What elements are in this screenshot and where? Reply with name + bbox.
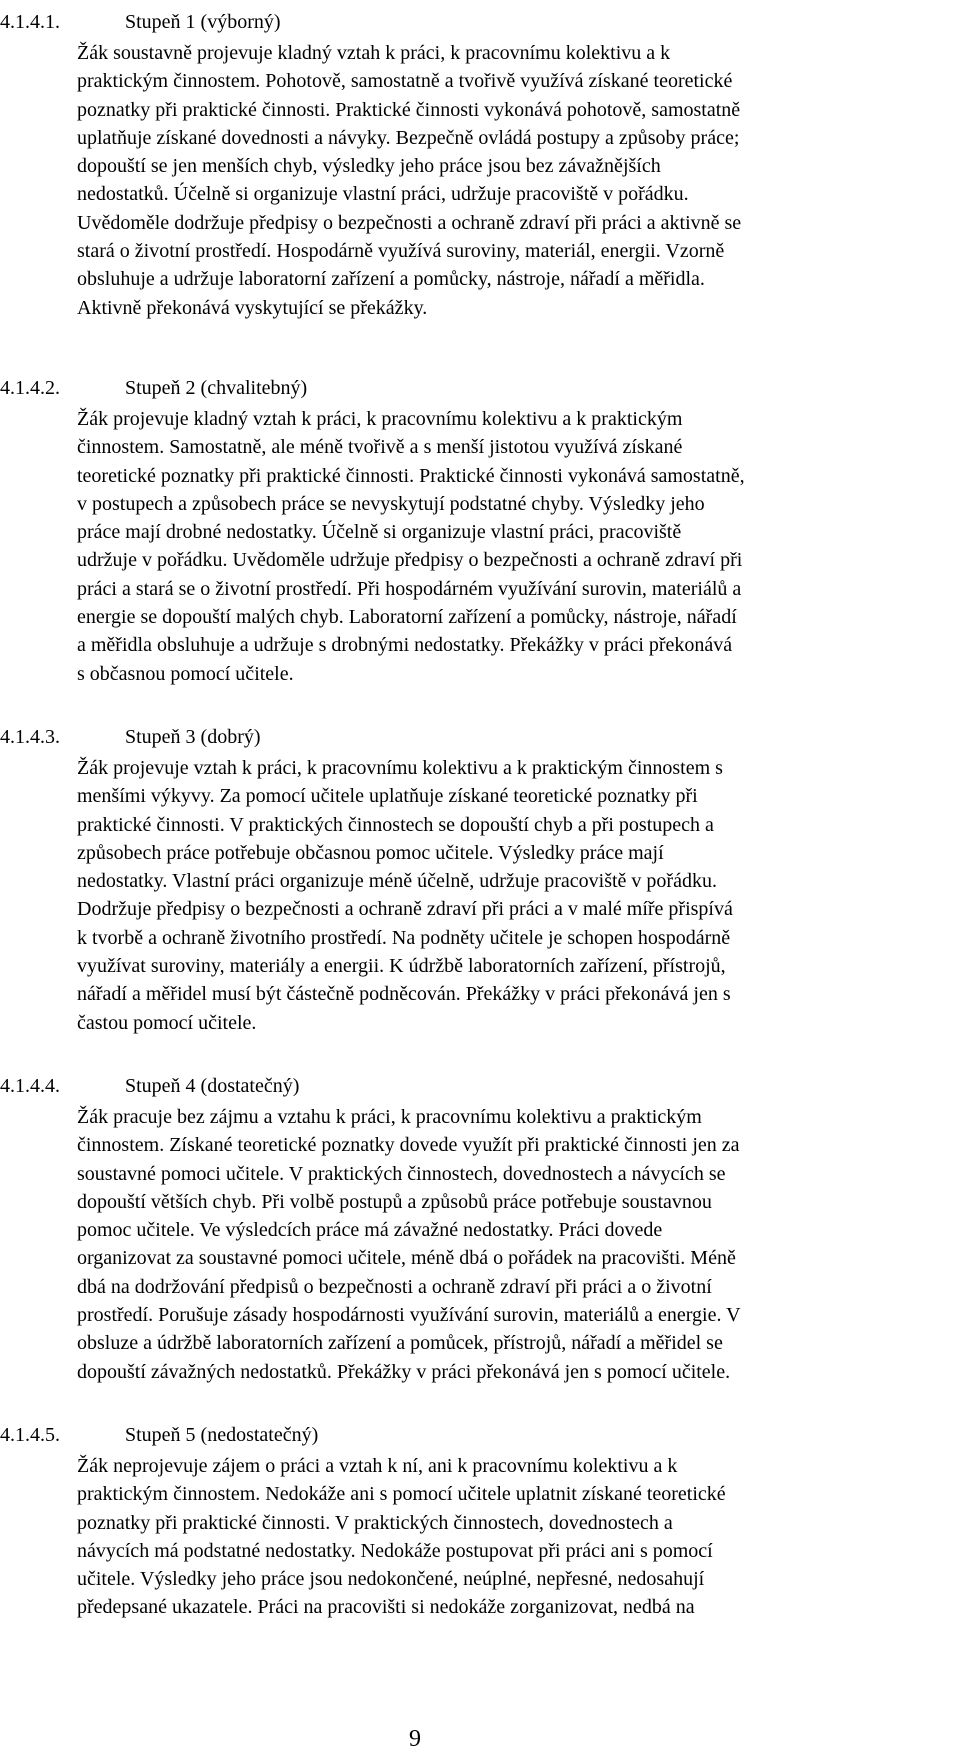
text-line: využívat suroviny, materiály a energii. K údržbě laboratorních zařízení, přístrojů, — [77, 955, 726, 978]
text-line: dopouští se jen menších chyb, výsledky jeho práce jsou bez závažnějších — [77, 155, 661, 178]
text-line: stará o životní prostředí. Hospodárně využívá suroviny, materiál, energii. Vzorně — [77, 240, 725, 263]
text-line: dbá na dodržování předpisů o bezpečnosti a ochraně zdraví při práci a o životní — [77, 1275, 712, 1298]
text-line: nedostatků. Účelně si organizuje vlastní práci, udržuje pracoviště v pořádku. — [77, 183, 689, 206]
text-line: menšími výkyvy. Za pomocí učitele uplatňuje získané teoretické poznatky při — [77, 785, 698, 808]
text-line: obsluhuje a udržuje laboratorní zařízení a pomůcky, nástroje, nářadí a měřidla. — [77, 268, 705, 291]
section-body — [77, 1452, 937, 1622]
section-heading — [0, 5, 960, 39]
text-line: návycích má podstatné nedostatky. Nedokáže postupovat při práci ani s pomocí — [77, 1539, 713, 1562]
section-stupen-2 — [0, 371, 960, 688]
text-line: energie se dopouští malých chyb. Laboratorní zařízení a pomůcky, nástroje, nářadí — [77, 606, 737, 629]
section-heading — [0, 1418, 960, 1452]
section-heading — [0, 720, 960, 754]
text-line: Žák pracuje bez zájmu a vztahu k práci, k pracovnímu kolektivu a praktickým — [77, 1106, 702, 1128]
text-line: nářadí a měřidel musí být částečně podněcován. Překážky v práci překonává jen s — [77, 983, 731, 1006]
section-body — [77, 39, 937, 322]
text-line: Žák soustavně projevuje kladný vztah k práci, k pracovnímu kolektivu a k — [77, 42, 671, 64]
text-line: teoretické poznatky při praktické činnosti. Praktické činnosti vykonává samostatně, — [77, 464, 745, 487]
section-stupen-4 — [0, 1069, 960, 1386]
text-line: praktickým činnostem. Pohotově, samostatně a tvořivě využívá získané teoretické — [77, 70, 733, 93]
text-line: práce mají drobné nedostatky. Účelně si organizuje vlastní práci, pracoviště — [77, 521, 682, 544]
text-line: poznatky při praktické činnosti. V praktických činnostech, dovednostech a — [77, 1511, 673, 1534]
text-line: činnostem. Samostatně, ale méně tvořivě a s menší jistotou využívá získané — [77, 436, 683, 459]
text-line: v postupech a způsobech práce se nevyskytují podstatné chyby. Výsledky jeho — [77, 492, 705, 515]
text-line: organizovat za soustavné pomoci učitele, méně dbá o pořádek na pracovišti. Méně — [77, 1247, 736, 1270]
text-line: Žák projevuje vztah k práci, k pracovnímu kolektivu a k praktickým činnostem s — [77, 757, 723, 779]
text-line: předepsané ukazatele. Práci na pracovišti si nedokáže zorganizovat, nedbá na — [77, 1596, 695, 1619]
section-number: 4.1.4.4. — [0, 1075, 60, 1097]
text-line: činnostem. Získané teoretické poznatky dovede využít při praktické činnosti jen za — [77, 1134, 740, 1157]
section-title: Stupeň 2 (chvalitebný) — [125, 377, 308, 399]
section-number: 4.1.4.3. — [0, 726, 60, 748]
text-line: obsluze a údržbě laboratorních zařízení a pomůcek, přístrojů, nářadí a měřidel se — [77, 1332, 723, 1355]
page-number: 9 — [409, 1726, 421, 1752]
section-title: Stupeň 4 (dostatečný) — [125, 1075, 300, 1097]
section-stupen-1 — [0, 5, 960, 322]
text-line: udržuje v pořádku. Uvědoměle udržuje předpisy o bezpečnosti a ochraně zdraví při — [77, 549, 743, 572]
section-body — [77, 1103, 937, 1386]
text-line: Aktivně překonává vyskytující se překážky. — [77, 296, 428, 319]
text-line: k tvorbě a ochraně životního prostředí. Na podněty učitele je schopen hospodárně — [77, 926, 731, 949]
section-number: 4.1.4.2. — [0, 377, 60, 399]
text-line: častou pomocí učitele. — [77, 1011, 257, 1034]
section-body — [77, 754, 937, 1037]
section-heading — [0, 371, 960, 405]
text-line: pomoc učitele. Ve výsledcích práce má závažné nedostatky. Práci dovede — [77, 1219, 663, 1242]
text-line: práci a stará se o životní prostředí. Při hospodárném využívání surovin, materiálů a — [77, 577, 742, 600]
text-line: poznatky při praktické činnosti. Praktické činnosti vykonává pohotově, samostatně — [77, 98, 741, 121]
text-line: učitele. Výsledky jeho práce jsou nedokončené, neúplné, nepřesné, nedosahují — [77, 1568, 705, 1591]
text-line: Žák projevuje kladný vztah k práci, k pracovnímu kolektivu a k praktickým — [77, 408, 683, 430]
text-line: Dodržuje předpisy o bezpečnosti a ochraně zdraví při práci a v malé míře přispívá — [77, 898, 733, 921]
section-title: Stupeň 1 (výborný) — [125, 11, 281, 33]
text-line: praktické činnosti. V praktických činnostech se dopouští chyb a při postupech a — [77, 813, 714, 836]
text-line: dopouští větších chyb. Při volbě postupů a způsobů práce potřebuje soustavnou — [77, 1190, 712, 1213]
text-line: prostředí. Porušuje zásady hospodárnosti využívání surovin, materiálů a energie. V — [77, 1304, 741, 1327]
section-title: Stupeň 3 (dobrý) — [125, 726, 261, 748]
section-number: 4.1.4.1. — [0, 11, 60, 33]
text-line: Žák neprojevuje zájem o práci a vztah k ní, ani k pracovnímu kolektivu a k — [77, 1455, 678, 1477]
text-line: Uvědoměle dodržuje předpisy o bezpečnosti a ochraně zdraví při práci a aktivně se — [77, 211, 742, 234]
text-line: způsobech práce potřebuje občasnou pomoc učitele. Výsledky práce mají — [77, 841, 664, 864]
section-heading — [0, 1069, 960, 1103]
text-line: uplatňuje získané dovednosti a návyky. Bezpečně ovládá postupy a způsoby práce; — [77, 126, 740, 149]
text-line: s občasnou pomocí učitele. — [77, 662, 294, 685]
text-line: a měřidla obsluhuje a udržuje s drobnými nedostatky. Překážky v práci překonává — [77, 634, 733, 657]
text-line: nedostatky. Vlastní práci organizuje méně účelně, udržuje pracoviště v pořádku. — [77, 870, 717, 893]
section-number: 4.1.4.5. — [0, 1424, 60, 1446]
section-body — [77, 405, 937, 688]
text-line: praktickým činnostem. Nedokáže ani s pomocí učitele uplatnit získané teoretické — [77, 1483, 726, 1506]
text-line: soustavné pomoci učitele. V praktických činnostech, dovednostech a návycích se — [77, 1162, 726, 1185]
section-stupen-5 — [0, 1418, 960, 1622]
section-stupen-3 — [0, 720, 960, 1037]
text-line: dopouští závažných nedostatků. Překážky v práci překonává jen s pomocí učitele. — [77, 1360, 731, 1383]
section-title: Stupeň 5 (nedostatečný) — [125, 1424, 319, 1446]
